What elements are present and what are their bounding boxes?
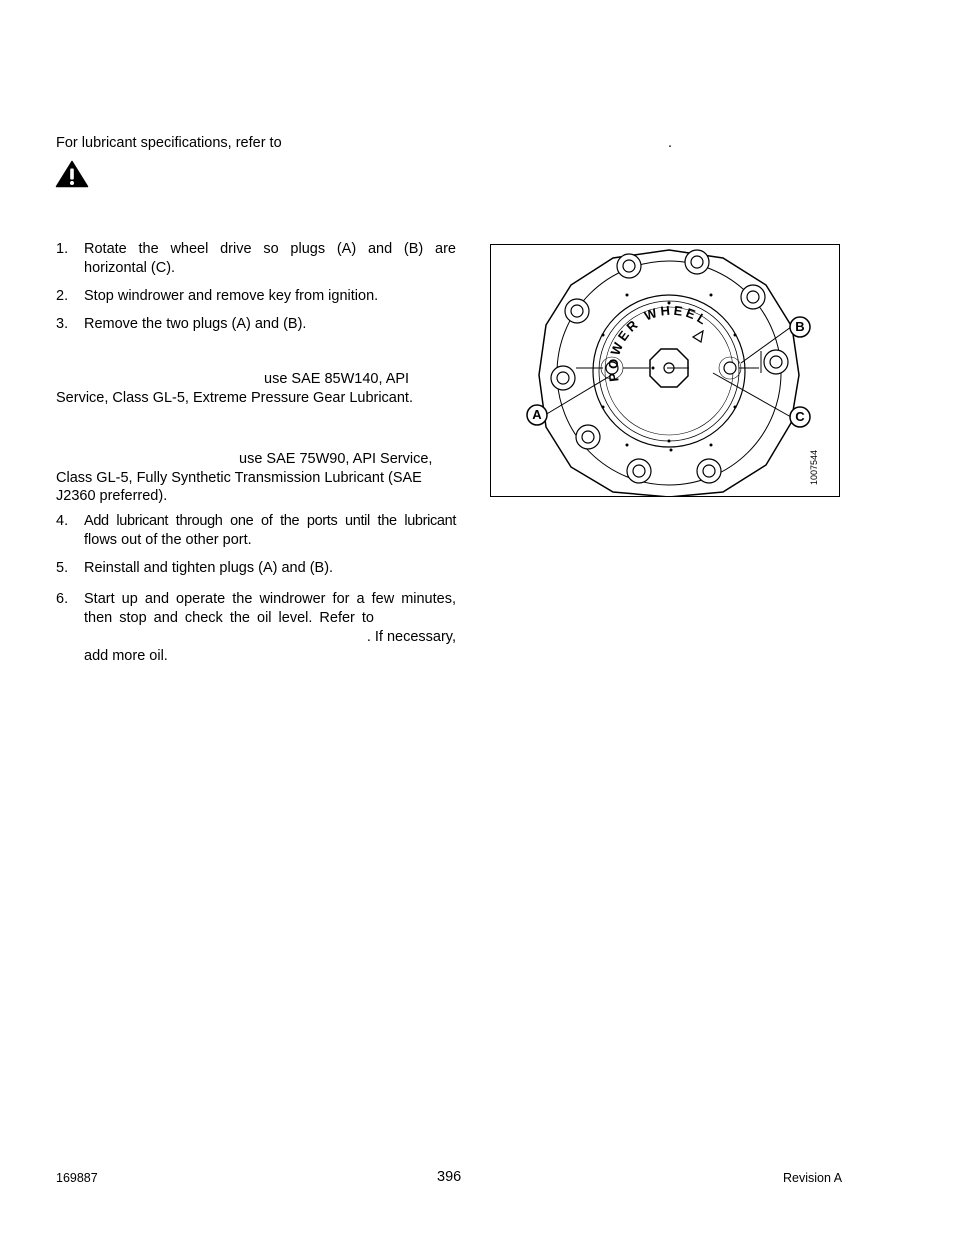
oil-note-1-line-2: Service, Class GL-5, Extreme Pressure Gear Lubricant. — [56, 390, 413, 406]
wheel-drive-figure — [490, 244, 840, 497]
step-text: add more oil. — [84, 648, 168, 664]
step-number: 5. — [56, 560, 69, 576]
step-text: Rotate the wheel drive so plugs (A) and (B) are — [84, 241, 456, 257]
wheel-drive-illustration — [491, 245, 839, 496]
step-number: 4. — [56, 513, 69, 529]
oil-note-1-line-1: use SAE 85W140, API — [264, 371, 410, 387]
callout-a: A — [532, 407, 542, 422]
step-text: . If necessary, — [366, 629, 456, 645]
lubricant-spec-text: For lubricant specifications, refer to — [56, 135, 282, 151]
step-text: Remove the two plugs (A) and (B). — [84, 316, 307, 332]
figure-id: 1007544 — [809, 449, 819, 485]
hub-text: POWER WHEEL — [605, 302, 712, 383]
step-text: flows out of the other port. — [84, 532, 252, 548]
step-number: 3. — [56, 316, 69, 332]
step-text: Add lubricant through one of the ports until the lubricant — [84, 513, 456, 529]
warning-triangle-icon — [55, 160, 89, 188]
step-text: then stop and check the oil level. Refer to — [84, 610, 374, 626]
page-number: 396 — [437, 1169, 462, 1185]
step-number: 6. — [56, 591, 69, 607]
callout-b: B — [795, 319, 805, 334]
step-number: 1. — [56, 241, 69, 257]
oil-note-2-line-2: Class GL-5, Fully Synthetic Transmission Lubricant (SAE — [56, 470, 422, 486]
step-number: 2. — [56, 288, 69, 304]
oil-note-2-line-1: use SAE 75W90, API Service, — [239, 451, 433, 467]
document-number: 169887 — [56, 1171, 98, 1185]
lubricant-spec-period: . — [668, 135, 673, 151]
step-text: Start up and operate the windrower for a few minutes, — [84, 591, 456, 607]
step-text: Reinstall and tighten plugs (A) and (B). — [84, 560, 334, 576]
oil-note-2-line-3: J2360 preferred). — [56, 488, 168, 504]
step-text: Stop windrower and remove key from ignition. — [84, 288, 379, 304]
step-text: horizontal (C). — [84, 260, 176, 276]
lubricant-spec-reference — [56, 134, 282, 153]
revision-label: Revision A — [783, 1171, 843, 1185]
callout-c: C — [795, 409, 805, 424]
